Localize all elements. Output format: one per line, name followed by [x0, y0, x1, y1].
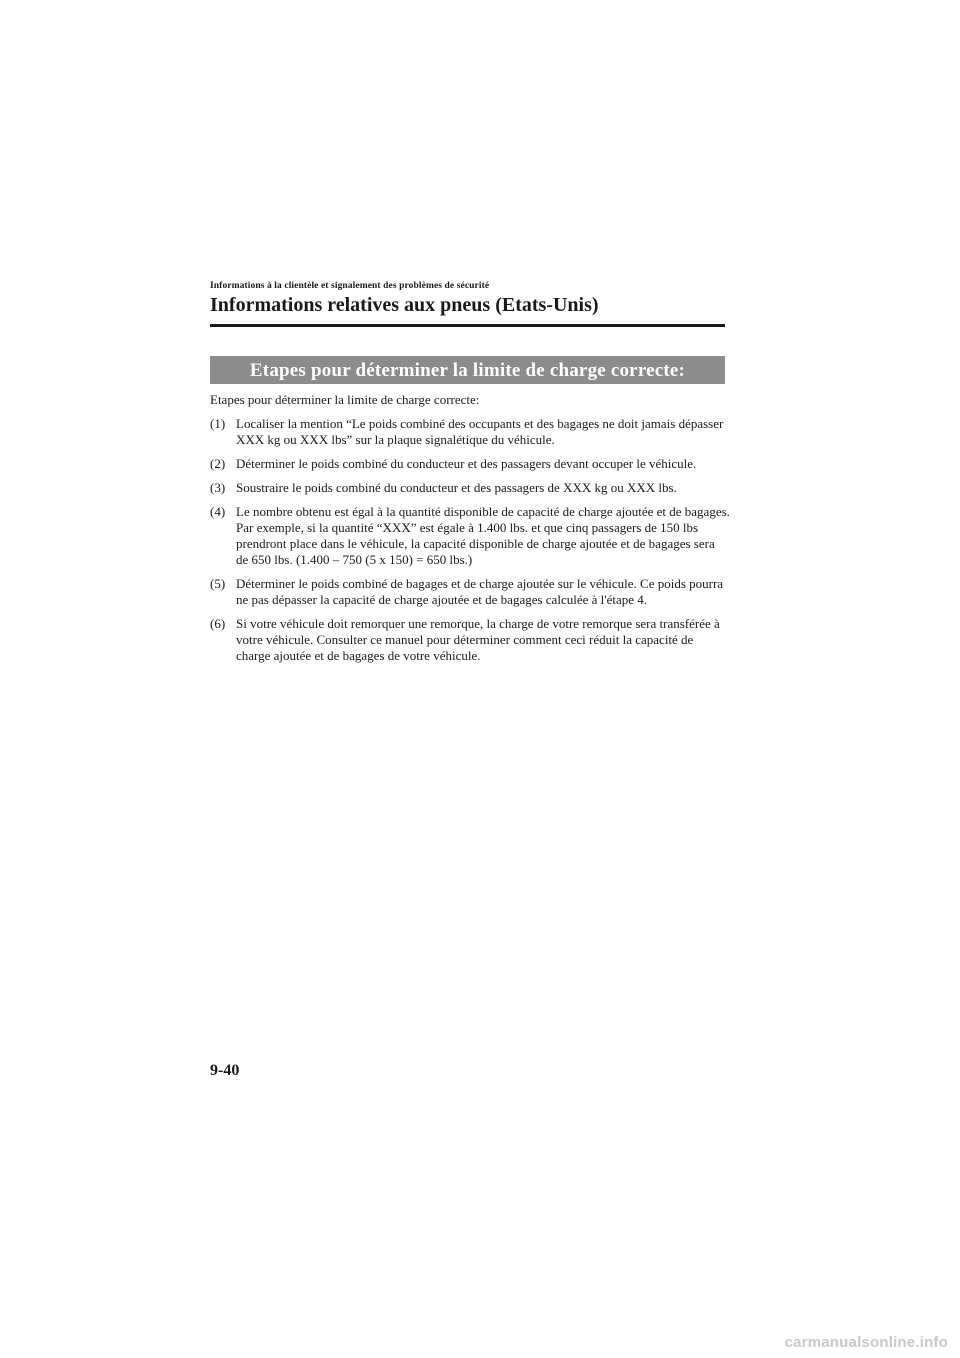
- step-text: Déterminer le poids combiné de bagages et de charge ajoutée sur le véhicule. Ce poids pourra ne pas dépasser la capacité de charge ajoutée et de bagages calculée à l'étape 4.: [236, 576, 724, 607]
- step-number: (5): [210, 576, 226, 591]
- section-content: [210, 392, 730, 672]
- step-number: (2): [210, 456, 226, 471]
- title-divider: [210, 324, 725, 327]
- step-item: [210, 504, 730, 568]
- site-watermark: carmanualsonline.info: [784, 1334, 948, 1351]
- step-number: (3): [210, 480, 226, 495]
- steps-list: [210, 416, 730, 664]
- step-number: (6): [210, 616, 226, 631]
- step-item: [210, 480, 730, 496]
- page-number: 9-40: [210, 1062, 240, 1079]
- step-item: [210, 616, 730, 664]
- step-item: [210, 456, 730, 472]
- step-text: Soustraire le poids combiné du conducteur et des passagers de XXX kg ou XXX lbs.: [236, 480, 677, 495]
- step-item: [210, 576, 730, 608]
- step-text: Si votre véhicule doit remorquer une remorque, la charge de votre remorque sera transférée à votre véhicule. Consulter ce manuel pour déterminer comment ceci réduit la capacité de charge ajoutée et de bagages de votre véhicule.: [236, 616, 720, 663]
- step-text: Localiser la mention “Le poids combiné des occupants et des bagages ne doit jamais dépasser XXX kg ou XXX lbs” sur la plaque signalétique du véhicule.: [236, 416, 724, 447]
- step-number: (4): [210, 504, 226, 519]
- section-heading-banner: Etapes pour déterminer la limite de charge correcte:: [210, 356, 725, 384]
- step-text: Déterminer le poids combiné du conducteur et des passagers devant occuper le véhicule.: [236, 456, 697, 471]
- step-text: Le nombre obtenu est égal à la quantité disponible de capacité de charge ajoutée et de bagages. Par exemple, si la quantité “XXX” est égale à 1.400 lbs. et que cinq passagers de 150 lbs prendront place dans le véhicule, la capacité disponible de charge ajoutée et de bagages sera de 650 lbs. (1.400 – 750 (5 x 150) = 650 lbs.): [236, 504, 730, 567]
- page-title: Informations relatives aux pneus (Etats-Unis): [210, 294, 599, 316]
- breadcrumb: Informations à la clientèle et signalement des problèmes de sécurité: [210, 281, 490, 291]
- step-item: [210, 416, 730, 448]
- step-number: (1): [210, 416, 226, 431]
- section-intro: Etapes pour déterminer la limite de charge correcte:: [210, 392, 480, 407]
